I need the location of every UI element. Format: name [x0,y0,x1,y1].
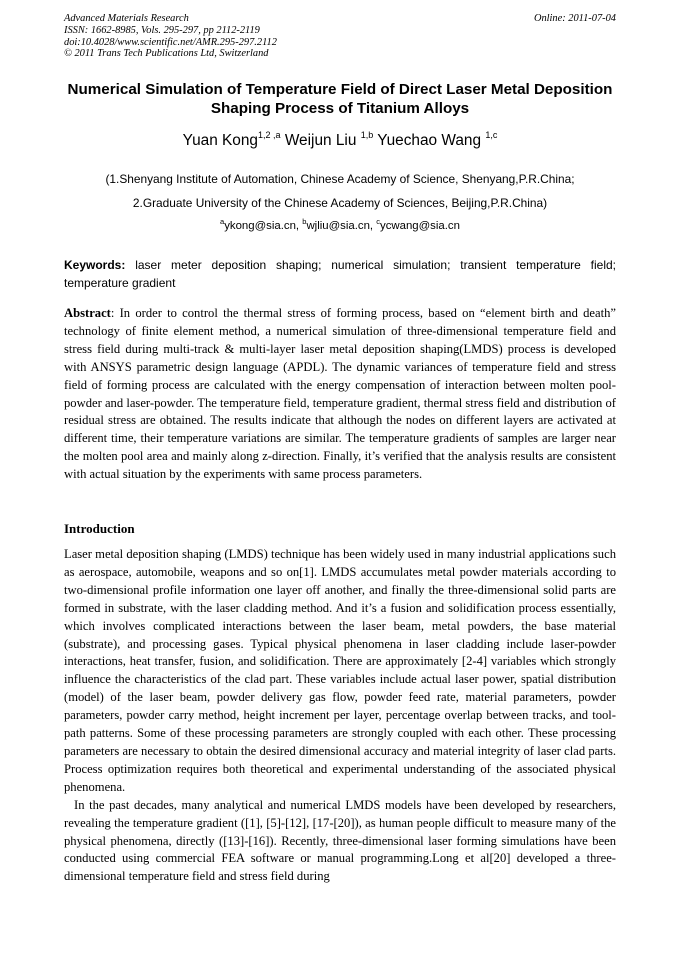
keywords-text: laser meter deposition shaping; numerical simulation; transient temperature field; temperature gradient [64,258,616,290]
email-mark: b [302,217,307,226]
affiliation-2: 2.Graduate University of the Chinese Academy of Sciences, Beijing,P.R.China) [132,196,548,210]
affiliation-1: (1.Shenyang Institute of Automation, Chinese Academy of Science, Shenyang,P.R.China; [105,172,575,186]
online-date: Online: 2011-07-04 [533,13,616,24]
email-address: ykong@sia.cn, [224,220,300,232]
abstract [64,305,616,484]
author-name: Yuan Kong [182,132,258,149]
author-name: Weijun Liu [284,132,357,149]
email-address: ycwang@sia.cn [380,220,460,232]
paragraph: In the past decades, many analytical and numerical LMDS models have been developed by researchers, revealing the temperature gradient ([1], [5]-[12], [17-[20]), as human people difficult to measure many of the physical phenomena, directly ([13]-[16]). Recently, three-dimensional laser forming simulations have been conducted using commercial FEA software or manual programming.Long et al[20] developed a three-dimensional temperature field and stress field during [64,797,616,884]
email-mark: c [376,217,380,226]
paragraph: Laser metal deposition shaping (LMDS) technique has been widely used in many industrial applications such as aerospace, automobile, weapons and so on[1]. LMDS accumulates metal powder materials according to two-dimensional profile information one layer off another, and finally the three-dimensional solid parts are formed in substrate, with the laser cladding method. And it’s a fusion and solidification process essentially, which involves complicated interactions between the laser beam, metal powders, the base material (substrate), and processing gases. Typical physical phenomena in laser cladding include laser-powder interactions, heat transfer, fusion, and solidification. There are approximately [2-4] variables which strongly influence the characteristics of the clad part. These variables include actual laser power, spatial distribution (model) of the laser beam, powder delivery gas flow, powder feed rate, material parameters, powder parameters, powder carry method, height increment per layer, percentage overlap between tracks, and tool-path patterns. Some of these processing parameters are strongly coupled with each other. These processing parameters are necessary to obtain the desired dimensional accuracy and material integrity of laser clad parts. Process optimization requires both theoretical and experimental understanding of the associated physical phenomena. [64,547,616,794]
abstract-text: : In order to control the thermal stress of forming process, based on “element birth and death” technology of finite element method, a numerical simulation of three-dimensional temperature field and stress field during multi-track & multi-layer laser metal deposition shaping(LMDS) process is developed with ANSYS parametric design language (APDL). The dynamic variances of temperature field and stress field of forming process are calculated with the energy compensation of interaction between molten pool-powder and laser-powder. The temperature field, temperature gradient, thermal stress field and distribution of residual stress are obtained. The results indicate that although the nodes on different layers are activated at different time, their temperature variations are similar. The temperature gradients of samples are larger near the molten pool area and mainly along z-direction. Finally, it’s verified that the analysis results are consistent with actual situation by the experiments with same process parameters. [64,306,616,482]
issn-line: ISSN: 1662-8985, Vols. 295-297, pp 2112-2119 [64,24,260,36]
introduction-body [64,546,616,886]
author-name: Yuechao Wang [377,132,482,149]
abstract-label: Abstract [64,306,111,320]
doi-line: doi:10.4028/www.scientific.net/AMR.295-297.2112 [64,36,277,48]
email-address: wjliu@sia.cn, [306,220,374,232]
keywords [64,257,616,292]
author-affiliation-mark: 1,2 ,a [258,130,281,140]
section-heading-introduction: Introduction [64,521,135,536]
author-affiliation-mark: 1,b [360,130,374,140]
paper-title: Numerical Simulation of Temperature Field of Direct Laser Metal Deposition Shaping Process of Titanium Alloys [67,81,613,117]
author-emails [64,219,616,234]
author-affiliation-mark: 1,c [485,130,498,140]
keywords-label: Keywords: [64,258,126,272]
journal-header [64,13,616,60]
copyright-line: © 2011 Trans Tech Publications Ltd, Switzerland [64,48,269,60]
author-list [64,131,616,151]
email-mark: a [220,217,225,226]
journal-name: Advanced Materials Research [64,13,189,24]
